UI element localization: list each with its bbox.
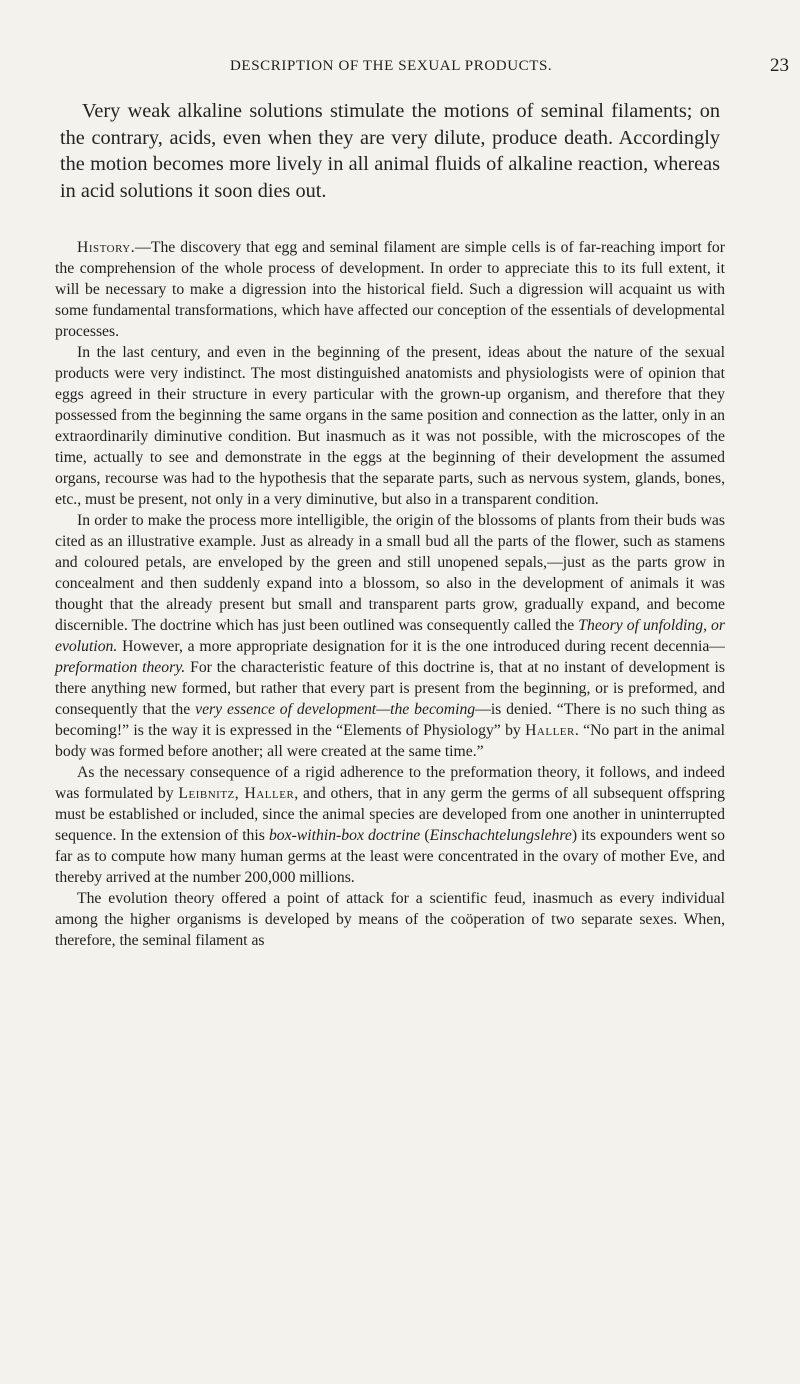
p4-text-b: , and others, that in any germ the germs of all subsequent offspring must be established or included, since the animal species are developed from one another in uninterrupted sequence. In the extension of this xyxy=(55,785,725,844)
lead-section xyxy=(60,98,720,204)
theory-of-unfolding: Theory of unfolding, or evolution. xyxy=(55,617,725,655)
history-section xyxy=(55,237,725,951)
einschachtelungslehre: Einschachtelungslehre xyxy=(429,827,572,844)
p4-text-c: ( xyxy=(420,827,430,844)
page-number: 23 xyxy=(770,55,789,76)
p3-text-a: In order to make the process more intelligible, the origin of the blossoms of plants from their buds was cited as an illustrative example. Just as already in a small bud all the parts of the flower, such as stamens and coloured petals, are enveloped by the green and still unopened sepals,—just as the parts grow in concealment and then suddenly expand into a blossom, so also in the development of animals it was thought that the already present but small and transparent parts grow, gradually expand, and become discernible. The doctrine which has just been outlined was consequently called the xyxy=(55,512,725,634)
history-p1-text: —The discovery that egg and seminal filament are simple cells is of far-reaching import for the comprehension of the whole process of development. In order to appreciate this to its full extent, it will be necessary to make a digression into the historical field. Such a digression will acquaint us with some fundamental transformations, which have affected our conception of the essentials of developmental processes. xyxy=(55,239,725,340)
author-haller: Haller xyxy=(525,722,575,739)
p3-text-e: . “No part in the animal body was formed before another; all were created at the same time.” xyxy=(55,722,725,760)
authors-leibnitz-haller: Leibnitz, Haller xyxy=(178,785,295,802)
history-paragraph-5: The evolution theory offered a point of attack for a scientific feud, inasmuch as every individual among the higher organisms is developed by means of the coöperation of two separate sexes. When, therefore, the seminal filament as xyxy=(55,890,725,949)
p3-text-c: For the characteristic feature of this doctrine is, that at no instant of development is there anything new formed, but rather that every part is present from the beginning, or is preformed, and consequently that the xyxy=(55,659,725,718)
p4-text-d: ) its expounders went so far as to compute how many human germs at the least were concentrated in the ovary of mother Eve, and thereby arrived at the number 200,000 millions. xyxy=(55,827,725,886)
history-paragraph-3 xyxy=(55,510,725,762)
essence-of-development: very essence of development—the becoming xyxy=(195,701,476,718)
history-label: History. xyxy=(77,239,136,256)
p3-text-b: However, a more appropriate designation for it is the one introduced during recent decennia— xyxy=(117,638,725,655)
p3-text-d: —is denied. “There is no such thing as becoming!” is the way it is expressed in the “Elements of Physiology” by xyxy=(55,701,725,739)
history-paragraph-1 xyxy=(55,237,725,342)
box-within-box-doctrine: box-within-box doctrine xyxy=(268,827,421,844)
history-paragraph-4 xyxy=(55,762,725,888)
running-title: DESCRIPTION OF THE SEXUAL PRODUCTS. xyxy=(230,58,553,74)
history-paragraph-2: In the last century, and even in the beginning of the present, ideas about the nature of the sexual products were very indistinct. The most distinguished anatomists and physiologists were of opinion that eggs agreed in their structure in every particular with the grown-up organism, and therefore that they possessed from the beginning the same organs in the same position and connection as the latter, only in an extraordinarily diminutive condition. But inasmuch as it was not possible, with the microscopes of the time, actually to see and demonstrate in the eggs at the beginning of their development the assumed organs, recourse was had to the hypothesis that the separate parts, such as nervous system, glands, bones, etc., must be present, not only in a very diminutive, but also in a transparent condition. xyxy=(55,344,725,508)
lead-paragraph: Very weak alkaline solutions stimulate the motions of seminal filaments; on the contrary, acids, even when they are very dilute, produce death. Accordingly the motion becomes more lively in all animal fluids of alkaline reaction, whereas in acid solutions it soon dies out. xyxy=(60,100,720,202)
p4-text-a: As the necessary consequence of a rigid adherence to the preformation theory, it follows, and indeed was formulated by xyxy=(55,764,725,802)
preformation-theory: preformation theory. xyxy=(55,659,186,676)
